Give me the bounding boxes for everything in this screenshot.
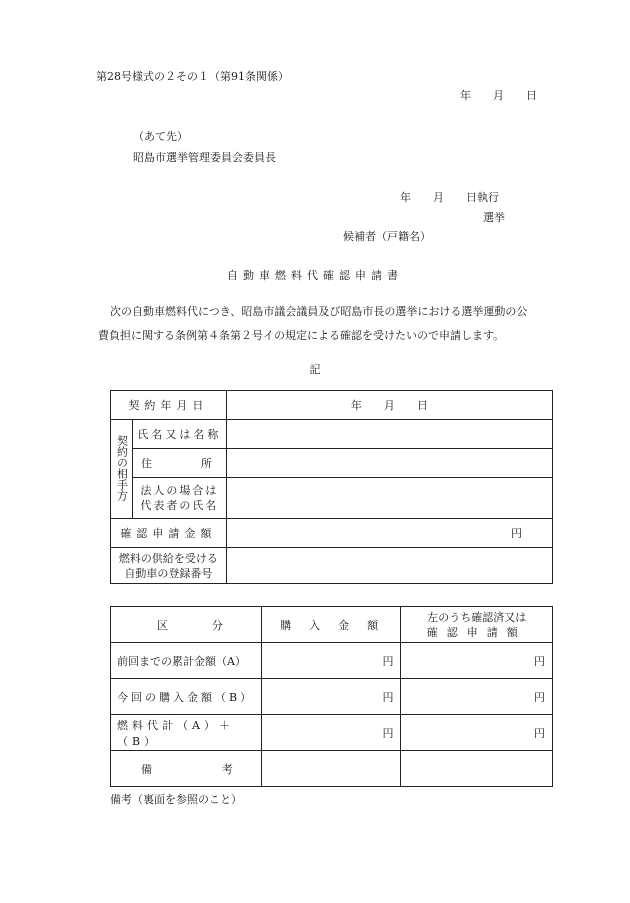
document-title: 自動車燃料代確認申請書 <box>227 269 403 282</box>
remarks-b: 考 <box>221 762 233 776</box>
row-yen-1: 円 <box>261 643 401 679</box>
form-number: 第28号様式の２その１（第91条関係） <box>96 70 289 83</box>
confirmed-header-1: 左のうち確認済又は <box>427 610 527 624</box>
address-value <box>226 449 552 478</box>
remarks-value-1 <box>261 751 401 787</box>
contract-date-label: 契約年月日 <box>111 391 227 420</box>
category-header <box>111 607 262 643</box>
table-row <box>111 679 553 715</box>
table-row <box>111 643 553 679</box>
election-name: 選挙 <box>483 211 505 224</box>
address-label-a: 住 <box>140 457 152 470</box>
confirmed-header <box>401 607 553 643</box>
reg-value <box>226 548 552 584</box>
remarks-label <box>111 751 262 787</box>
purchase-header: 購入金額 <box>261 607 401 643</box>
row-label: 今回の購入金額（B） <box>111 679 262 715</box>
amount-table <box>110 606 553 787</box>
rep-label-2: 代表者の氏名 <box>140 499 219 512</box>
row-yen-2: 円 <box>401 643 553 679</box>
footer-note: 備考（裏面を参照のこと） <box>110 793 242 806</box>
contract-table <box>110 390 553 584</box>
reg-label <box>111 548 227 584</box>
remarks-value-2 <box>401 751 553 787</box>
remarks-a: 備 <box>141 762 152 776</box>
rep-value <box>226 478 552 519</box>
row-yen-1: 円 <box>261 715 401 751</box>
reg-label-2: 自動車の登録番号 <box>124 566 213 580</box>
rep-label-1: 法人の場合は <box>140 484 219 497</box>
name-value <box>226 420 552 449</box>
date-line: 年 月 日 <box>460 89 537 102</box>
amount-label: 確認申請金額 <box>111 519 227 548</box>
body-line-2: 費負担に関する条例第４条第２号イの規定による確認を受けたいので申請します。 <box>98 329 505 342</box>
body-line-1: 次の自動車燃料代につき、昭島市議会議員及び昭島市長の選挙における選挙運動の公 <box>110 305 528 318</box>
candidate-label: 候補者（戸籍名） <box>343 230 431 243</box>
address-label <box>132 449 226 478</box>
party-label-cell <box>111 420 133 519</box>
category-b: 分 <box>211 618 223 632</box>
rep-label <box>132 478 226 519</box>
name-label: 氏名又は名称 <box>132 420 226 449</box>
row-label: 前回までの累計金額（A） <box>111 643 262 679</box>
row-yen-2: 円 <box>401 715 553 751</box>
row-yen-2: 円 <box>401 679 553 715</box>
addressee-label: （あて先） <box>133 130 188 143</box>
amount-yen: 円 <box>226 519 552 548</box>
table-row <box>111 715 553 751</box>
addressee: 昭島市選挙管理委員会委員長 <box>133 151 276 164</box>
category-a: 区 <box>157 618 168 632</box>
reg-label-1: 燃料の供給を受ける <box>118 551 218 565</box>
confirmed-header-2: 確認申請額 <box>426 625 527 639</box>
contract-date-value: 年 月 日 <box>226 391 552 420</box>
election-date: 年 月 日執行 <box>400 191 499 204</box>
party-label: 契約の相手方 <box>115 434 129 501</box>
ki-label: 記 <box>309 363 321 376</box>
address-label-b: 所 <box>200 457 212 470</box>
row-yen-1: 円 <box>261 679 401 715</box>
row-label: 燃料代計（A）＋（B） <box>111 715 262 751</box>
